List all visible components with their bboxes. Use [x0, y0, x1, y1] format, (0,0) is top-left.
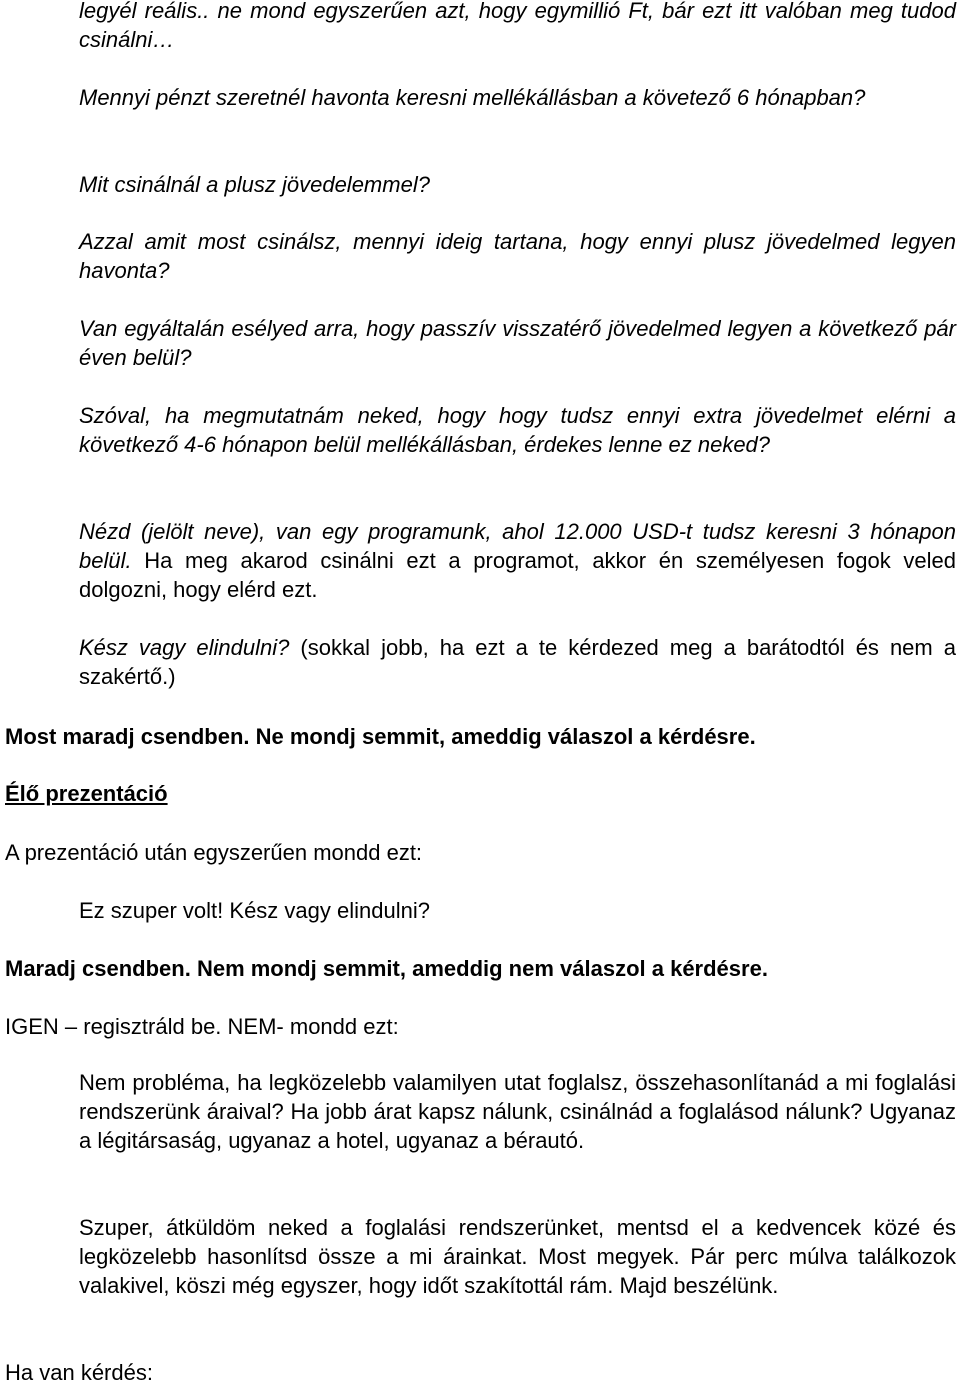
paragraph-yes-no: IGEN – regisztráld be. NEM- mondd ezt:	[5, 1014, 399, 1039]
paragraph-after-presentation: A prezentáció után egyszerűen mondd ezt:	[5, 840, 423, 865]
program-offer-normal: Ha meg akarod csinálni ezt a programot, akkor én személyesen fogok veled dolgozni, hogy elérd ezt.	[79, 548, 956, 602]
instruction-stay-silent-2: Maradj csendben. Nem mondj semmit, ameddig nem válaszol a kérdésre.	[5, 956, 768, 981]
ready-to-start-italic: Kész vagy elindulni?	[79, 635, 290, 660]
paragraph-extra-income-use: Mit csinálnál a plusz jövedelemmel?	[79, 172, 430, 197]
paragraph-ready-to-start	[79, 633, 956, 691]
ready-to-start-note: (sokkal jobb, ha ezt a te kérdezed meg a barátodtól és nem a szakértő.)	[79, 635, 956, 689]
paragraph-great-sending: Szuper, átküldöm neked a foglalási rendszerünket, mentsd el a kedvencek közé és legközelebb hasonlítsd össze a mi árainkat. Most megyek. Pár perc múlva találkozok valakivel, köszi még egyszer, hogy időt szakítottál rám. Majd beszélünk.	[79, 1215, 956, 1298]
paragraph-passive-income-question: Van egyáltalán esélyed arra, hogy passzív visszatérő jövedelmed legyen a következő pár éven belül?	[79, 316, 956, 370]
section-heading-live-presentation: Élő prezentáció	[5, 781, 168, 806]
paragraph-realistic-amount: legyél reális.. ne mond egyszerűen azt, hogy egymillió Ft, bár ezt itt valóban meg tudod csinálni…	[79, 0, 956, 52]
paragraph-that-was-great: Ez szuper volt! Kész vagy elindulni?	[79, 898, 430, 923]
paragraph-program-offer	[79, 517, 956, 604]
paragraph-how-long-question: Azzal amit most csinálsz, mennyi ideig tartana, hogy ennyi plusz jövedelmed legyen havonta?	[79, 229, 956, 283]
paragraph-show-you-question: Szóval, ha megmutatnám neked, hogy hogy tudsz ennyi extra jövedelmet elérni a következő 4-6 hónapon belül mellékállásban, érdekes lenne ez neked?	[79, 403, 956, 457]
instruction-stay-silent: Most maradj csendben. Ne mondj semmit, ameddig válaszol a kérdésre.	[5, 724, 756, 749]
paragraph-monthly-income-question: Mennyi pénzt szeretnél havonta keresni mellékállásban a követező 6 hónapban?	[79, 85, 866, 110]
paragraph-no-problem: Nem probléma, ha legközelebb valamilyen utat foglalsz, összehasonlítanád a mi foglalási rendszerünk áraival? Ha jobb árat kapsz nálunk, csinálnád a foglalásod nálunk? Ugyanaz a légitársaság, ugyanaz a hotel, ugyanaz a bérautó.	[79, 1070, 956, 1153]
paragraph-if-question: Ha van kérdés:	[5, 1360, 153, 1385]
program-offer-italic: Nézd (jelölt neve), van egy programunk, ahol 12.000 USD-t tudsz keresni 3 hónapon belül.	[79, 519, 956, 573]
